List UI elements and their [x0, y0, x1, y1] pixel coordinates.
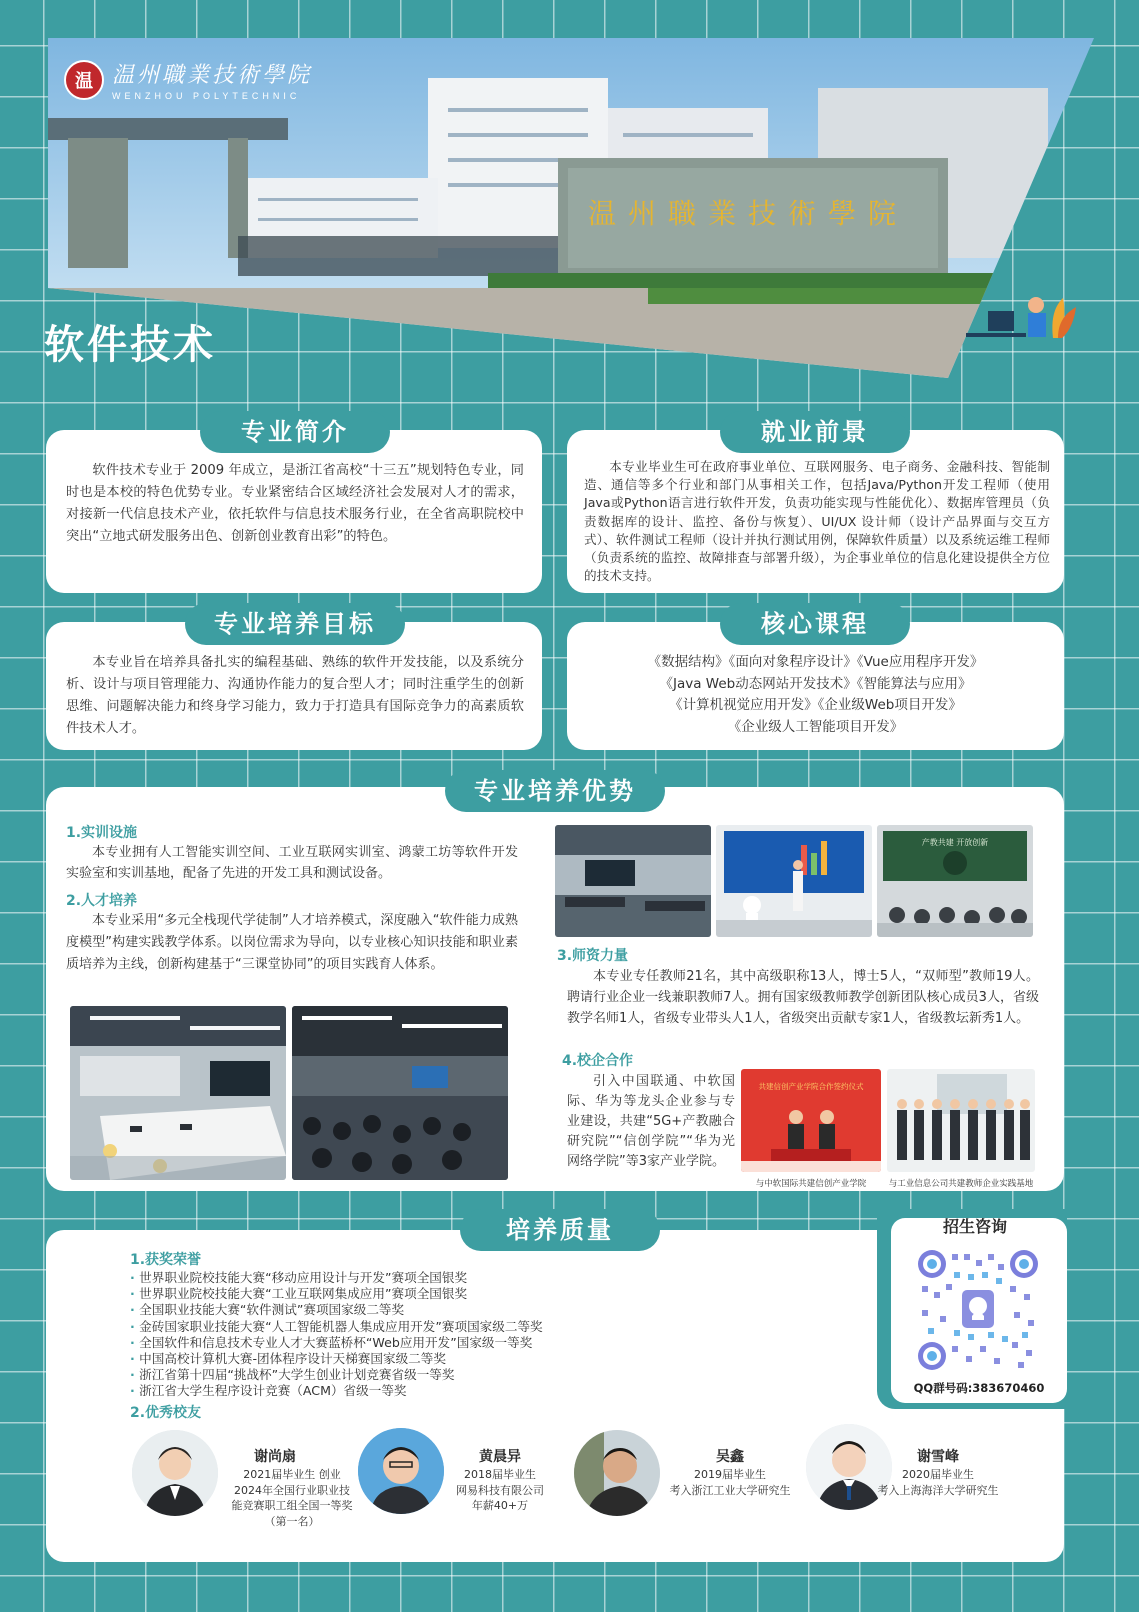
employment-text: 本专业毕业生可在政府事业单位、互联网服务、电子商务、金融科技、智能制造、通信等多个行业和部门从事相关工作，包括Java/Python开发工程师（使用Java或Python语言进行软件开发，负责功能实现与性能优化）、数据库管理员（负责数据库的设计、监控、备份与恢复）、UI/UX 设计师（设计产品界面与交互方式）、软件测试工程师（设计并执行测试用例，保障软件质量）以及系统运维工程师（负责系统的监控、故障排查与部署升级），为企事业单位的信息化建设提供全方位的技术支持。 [584, 459, 1050, 584]
qq-group-number: QQ群号码:383670460 [913, 1381, 1045, 1395]
alumni-title: 2.优秀校友 [130, 1405, 202, 1421]
course-line: 《计算机视觉应用开发》《企业级Web项目开发》 [669, 697, 962, 713]
award-item: · 全国职业技能大赛“软件测试”赛项国家级二等奖 [130, 1302, 543, 1318]
qr-code[interactable] [918, 1250, 1038, 1370]
alumni-avatar [132, 1430, 218, 1516]
award-item: · 浙江省第十四届“挑战杯”大学生创业计划竞赛省级一等奖 [130, 1367, 543, 1383]
programmer-illustration-icon [966, 297, 1076, 338]
goal-heading: 专业培养目标 [185, 603, 405, 645]
group-caption: 与工业信息公司共建教师企业实践基地 [888, 1179, 1034, 1189]
alumni-desc: 2021届毕业生 创业 2024年全国行业职业技 能竞赛职工组全国一等奖 （第一名） [231, 1468, 353, 1528]
meeting-photo-screen-text: 产教共建 开放创新 [921, 838, 989, 847]
alumni-desc: 2018届毕业生 网易科技有限公司 年薪40+万 [456, 1468, 544, 1512]
employment-heading: 就业前景 [720, 411, 910, 453]
alumni-avatar [358, 1428, 444, 1514]
page-title: 软件技术 [44, 322, 216, 368]
goal-text: 本专业旨在培养具备扎实的编程基础、熟练的软件开发技能，以及系统分析、设计与项目管理能力、沟通协作能力的复合型人才；同时注重学生的创新思维、问题解决能力和终身学习能力，致力于打造具有国际竞争力的高素质软件技术人才。 [66, 655, 524, 736]
courses-list [567, 652, 1064, 738]
campus-sign-text: 温州職業技術學院 [587, 197, 909, 230]
classroom-photo-1 [555, 825, 711, 937]
group-photo [887, 1069, 1035, 1172]
award-item: · 中国高校计算机大赛-团体程序设计天梯赛国家级二等奖 [130, 1351, 543, 1367]
award-item: · 浙江省大学生程序设计竞赛（ACM）省级一等奖 [130, 1383, 543, 1399]
awards-list [130, 1270, 543, 1400]
intro-text: 软件技术专业于 2009 年成立，是浙江省高校“十三五”规划特色专业，同时也是本校的特色优势专业。专业紧密结合区域经济社会发展对人才的需求，对接新一代信息技术产业，依托软件与信息技术服务行业，在全省高职院校中突出“立地式研发服务出色、创新创业教育出彩”的特色。 [66, 463, 524, 544]
course-line: 《Java Web动态网站开发技术》《智能算法与应用》 [659, 675, 972, 692]
lab-photo-2 [292, 1006, 508, 1180]
lab-photo-1 [70, 1006, 286, 1180]
course-line: 《数据结构》《面向对象程序设计》《Vue应用程序开发》 [647, 654, 984, 670]
faculty-title: 3.师资力量 [557, 948, 629, 964]
cooperation-text: 引入中国联通、中软国际、华为等龙头企业参与专业建设，共建“5G+产教融合研究院”“信创学院”“华为光网络学院”等3家产业学院。 [567, 1074, 735, 1169]
talent-title: 2.人才培养 [66, 893, 138, 909]
alumni-name: 吴鑫 [716, 1449, 744, 1465]
facilities-text: 本专业拥有人工智能实训空间、工业互联网实训室、鸿蒙工坊等软件开发实验室和实训基地，配备了先进的开发工具和测试设备。 [66, 845, 518, 881]
alumni-desc: 2019届毕业生 考入浙江工业大学研究生 [669, 1468, 791, 1497]
quality-heading: 培养质量 [460, 1209, 660, 1251]
alumni-desc: 2020届毕业生 考入上海海洋大学研究生 [877, 1468, 999, 1497]
courses-heading: 核心课程 [720, 603, 910, 645]
consult-heading: 招生咨询 [942, 1217, 1007, 1236]
cooperation-title: 4.校企合作 [562, 1053, 634, 1069]
intro-heading: 专业简介 [200, 411, 390, 453]
alumni-name: 黄晨异 [479, 1449, 521, 1465]
award-item: · 世界职业院校技能大赛“移动应用设计与开发”赛项全国银奖 [130, 1270, 543, 1286]
signing-caption: 与中软国际共建信创产业学院 [755, 1179, 867, 1189]
alumni-name: 谢尚扇 [254, 1449, 296, 1465]
school-logo [64, 58, 312, 101]
talent-text: 本专业采用“多元全栈现代学徒制”人才培养模式，深度融入“软件能力成熟度模型”构建实践教学体系。以岗位需求为导向，以专业核心知识技能和职业素质培养为主线，创新构建基于“三课堂协同”的项目实践育人体系。 [66, 913, 518, 972]
alumni-avatar [574, 1430, 660, 1516]
school-name-en: WENZHOU POLYTECHNIC [112, 91, 301, 101]
award-item: · 金砖国家职业技能大赛“人工智能机器人集成应用开发”赛项国家级二等奖 [130, 1319, 543, 1335]
meeting-photo [877, 825, 1033, 937]
signing-photo [741, 1069, 881, 1172]
facilities-title: 1.实训设施 [66, 825, 138, 841]
awards-title: 1.获奖荣誉 [130, 1252, 202, 1268]
course-line: 《企业级人工智能项目开发》 [727, 718, 904, 735]
signing-photo-banner-text: 共建信创产业学院合作签约仪式 [758, 1082, 864, 1091]
faculty-text: 本专业专任教师21名，其中高级职称13人，博士5人，“双师型”教师19人。聘请行业企业一线兼职教师7人。拥有国家级教师教学创新团队核心成员3人，省级教学名师1人，省级专业带头人1人，省级突出贡献专家1人，省级教坛新秀1人。 [567, 969, 1039, 1026]
school-name-cn: 温州職業技術學院 [112, 63, 313, 88]
award-item: · 世界职业院校技能大赛“工业互联网集成应用”赛项全国银奖 [130, 1286, 543, 1302]
teaching-photo [716, 825, 872, 937]
alumni-name: 谢雪峰 [917, 1449, 959, 1465]
school-seal-icon: 温 [64, 60, 104, 100]
advantage-heading: 专业培养优势 [445, 770, 665, 812]
award-item: · 全国软件和信息技术专业人才大赛蓝桥杯“Web应用开发”国家级一等奖 [130, 1335, 543, 1351]
